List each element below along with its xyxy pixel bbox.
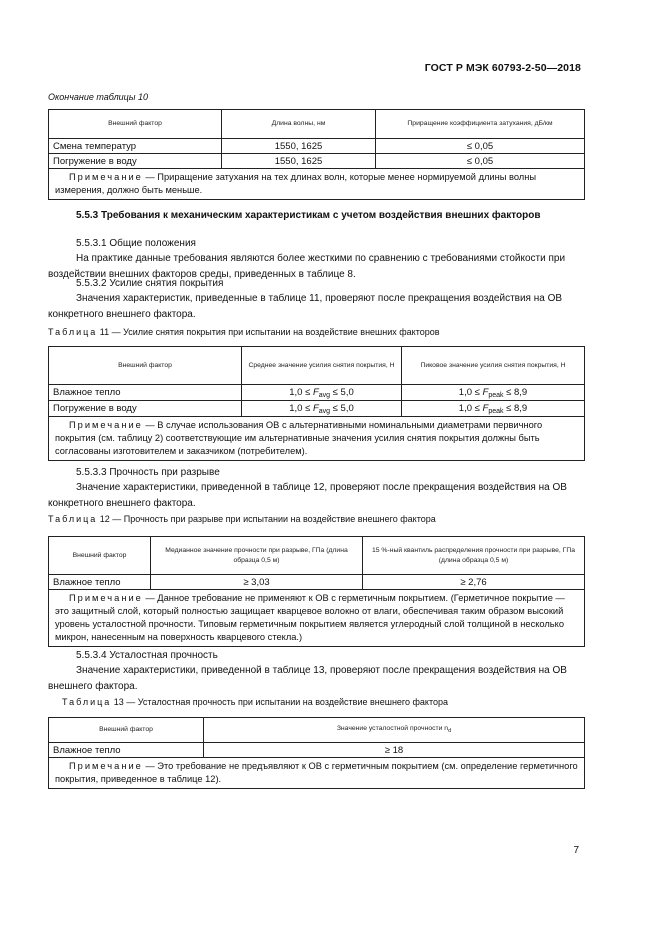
table-label: Таблица [62, 697, 112, 707]
table10-cell: 1550, 1625 [222, 139, 376, 154]
table13-note [49, 758, 585, 789]
table10-cell: Погружение в воду [49, 154, 222, 169]
paragraph: Значение характеристики, приведенной в таблице 12, проверяют после прекращения воздействия на ОВ конкретного внешнего фактора. [48, 482, 567, 509]
table11-header-factor: Внешний фактор [49, 347, 242, 385]
table-label: Таблица [48, 514, 98, 524]
table12-header-quantile: 15 %-ный квантиль распределения прочности при разрыве, ГПа (длина образца 0,5 м) [363, 537, 585, 575]
table11-cell [402, 401, 585, 417]
caption-text: 12 — Прочность при разрыве при испытании на воздействие внешнего фактора [97, 514, 436, 524]
table13-header-fatigue [204, 718, 585, 743]
value-part: 1,0 ≤ [289, 386, 313, 398]
table12-caption [48, 514, 436, 524]
table13 [48, 717, 585, 789]
table11-header-average: Среднее значение усилия снятия покрытия, Н [242, 347, 402, 385]
subscript: peak [488, 391, 504, 399]
table11 [48, 346, 585, 461]
paragraph: На практике данные требования являются более жесткими по сравнению с требованиями стойкости при воздействии внешних факторов среды, приведенных в таблице 8. [48, 253, 566, 280]
table12-cell: ≥ 2,76 [363, 575, 585, 590]
subscript: avg [318, 391, 331, 399]
table13-header-factor: Внешний фактор [49, 718, 204, 743]
table12-header-median: Медианное значение прочности при разрыве, ГПа (длина образца 0,5 м) [151, 537, 363, 575]
note-label: Примечание [69, 761, 143, 771]
table11-header-peak: Пиковое значение усилия снятия покрытия, Н [402, 347, 585, 385]
note-label: Примечание [69, 172, 143, 182]
table12-note [49, 590, 585, 647]
note-text: — Данное требование не применяют к ОВ с герметичным покрытием. (Герметичное покрытие — это защитный слой, который полностью защищает кварцевое волокно от влаги, обеспечивая таким образом высокий уровень усталостной прочности. Типовым герметичным покрытием является углеродный слой толщиной в несколько микрон, нанесенным на поверхность кварцевого стекла.) [55, 593, 565, 642]
table-label: Таблица [48, 327, 98, 337]
header-text: Значение усталостной прочности n [336, 725, 449, 732]
table-row [49, 401, 585, 417]
table13-cell: Влажное тепло [49, 743, 204, 758]
note-label: Примечание [69, 420, 143, 430]
paragraph: Значения характеристик, приведенные в таблице 11, проверяют после прекращения воздействия на ОВ конкретного внешнего фактора. [48, 293, 563, 320]
table10-note [49, 169, 585, 200]
subsection-title: 5.5.3.2 Усилие снятия покрытия [76, 278, 224, 289]
variable: F [482, 402, 489, 414]
note-text: — Приращение затухания на тех длинах волн, которые менее нормируемой длины волны измерения, должно быть меньше. [55, 172, 537, 195]
table10 [48, 109, 585, 200]
table10-header-attenuation: Приращение коэффициента затухания, дБ/км [376, 110, 585, 139]
variable: F [312, 386, 319, 398]
subsection-title: 5.5.3.1 Общие положения [76, 238, 196, 249]
table11-cell: Погружение в воду [49, 401, 242, 417]
table10-cell: 1550, 1625 [222, 154, 376, 169]
subscript: d [448, 728, 452, 734]
table12 [48, 536, 585, 647]
table11-cell: Влажное тепло [49, 385, 242, 401]
table10-header-factor: Внешний фактор [49, 110, 222, 139]
table12-cell: Влажное тепло [49, 575, 151, 590]
table10-caption: Окончание таблицы 10 [48, 92, 148, 102]
value-part: 1,0 ≤ [458, 402, 483, 414]
value-part: ≤ 8,9 [503, 386, 528, 398]
section-heading: 5.5.3 Требования к механическим характеристикам с учетом воздействия внешних факторов [76, 210, 541, 221]
table10-cell: Смена температур [49, 139, 222, 154]
table11-cell [242, 401, 402, 417]
table-row [49, 139, 585, 154]
table13-cell: ≥ 18 [204, 743, 585, 758]
caption-text: 13 — Усталостная прочность при испытании на воздействие внешнего фактора [111, 697, 449, 707]
table-row [49, 575, 585, 590]
table10-cell: ≤ 0,05 [376, 139, 585, 154]
table13-caption [62, 697, 448, 707]
table12-header-factor: Внешний фактор [49, 537, 151, 575]
variable: F [312, 402, 319, 414]
table11-cell [242, 385, 402, 401]
value-part: ≤ 5,0 [330, 386, 354, 398]
subscript: peak [488, 407, 504, 415]
table-row [49, 385, 585, 401]
subsection-title: 5.5.3.4 Усталостная прочность [76, 650, 218, 661]
note-label: Примечание [69, 593, 143, 603]
paragraph: Значение характеристики, приведенной в таблице 13, проверяют после прекращения воздействия на ОВ внешнего фактора. [48, 665, 567, 692]
table12-cell: ≥ 3,03 [151, 575, 363, 590]
table-row [49, 154, 585, 169]
document-header: ГОСТ Р МЭК 60793-2-50—2018 [424, 62, 581, 74]
value-part: 1,0 ≤ [289, 402, 313, 414]
note-text: — В случае использования ОВ с альтернативными номинальными диаметрами первичного покрытия (см. таблицу 2) соответствующие им альтернативные значения усилия снятия покрытия должны быть согласованы изготовителем и заказчиком (потребителем). [55, 420, 543, 456]
table11-note [49, 417, 585, 461]
value-part: ≤ 8,9 [503, 402, 528, 414]
table10-cell: ≤ 0,05 [376, 154, 585, 169]
table11-cell [402, 385, 585, 401]
table11-caption [48, 327, 440, 337]
variable: F [482, 386, 489, 398]
table10-header-wavelength: Длина волны, нм [222, 110, 376, 139]
page-number: 7 [573, 845, 579, 856]
value-part: 1,0 ≤ [458, 386, 483, 398]
subscript: avg [318, 407, 331, 415]
value-part: ≤ 5,0 [330, 402, 354, 414]
table-row [49, 743, 585, 758]
caption-text: 11 — Усилие снятия покрытия при испытании на воздействие внешних факторов [97, 327, 440, 337]
note-text: — Это требование не предъявляют к ОВ с герметичным покрытием (см. определение герметичного покрытия, приведенное в таблице 12). [55, 761, 578, 784]
subsection-title: 5.5.3.3 Прочность при разрыве [76, 467, 220, 478]
